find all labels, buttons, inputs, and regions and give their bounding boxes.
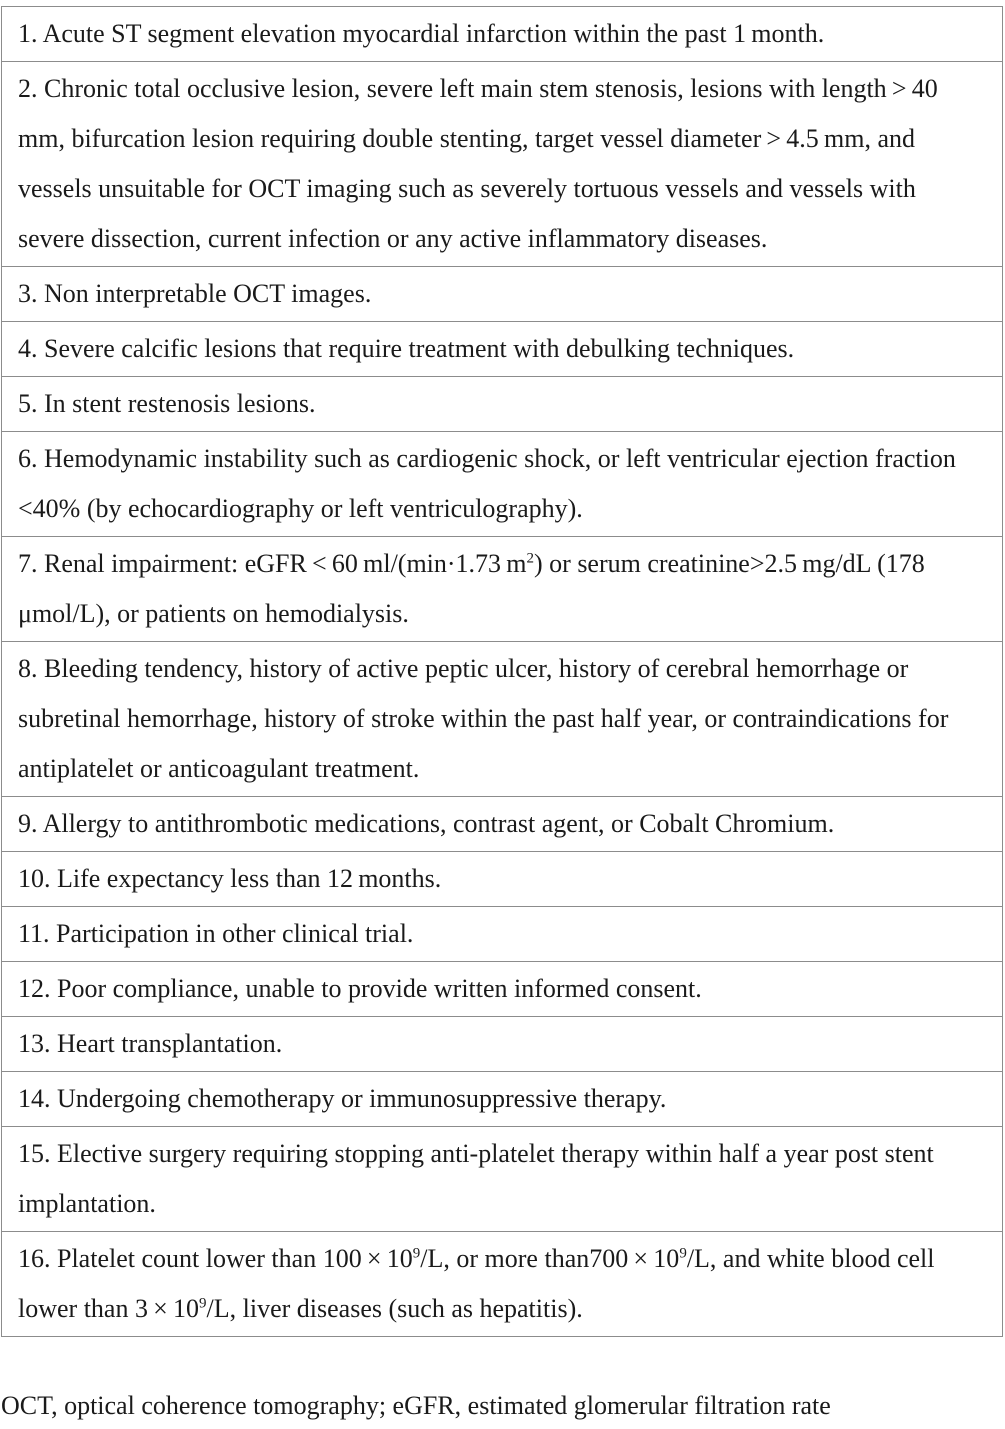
criteria-text: 14. Undergoing chemotherapy or immunosuppressive therapy.	[18, 1084, 667, 1113]
criteria-cell	[2, 1232, 1003, 1337]
criteria-cell	[2, 377, 1003, 432]
criteria-row-10	[2, 852, 1003, 907]
criteria-cell	[2, 62, 1003, 267]
criteria-text: 13. Heart transplantation.	[18, 1029, 283, 1058]
criteria-row-15	[2, 1127, 1003, 1232]
criteria-row-7	[2, 537, 1003, 642]
criteria-text: /L, and white blood cell lower than 3 × 10	[18, 1244, 935, 1323]
criteria-cell	[2, 797, 1003, 852]
criteria-text: 8. Bleeding tendency, history of active peptic ulcer, history of cerebral hemorrhage or subretinal hemorrhage, history of stroke within the past half year, or contraindications for antiplatelet or anticoagulant treatment.	[18, 654, 949, 783]
criteria-row-13	[2, 1017, 1003, 1072]
criteria-cell	[2, 7, 1003, 62]
criteria-cell	[2, 642, 1003, 797]
criteria-row-11	[2, 907, 1003, 962]
exclusion-criteria-table	[1, 6, 1003, 1337]
criteria-row-6	[2, 432, 1003, 537]
criteria-text: 3. Non interpretable OCT images.	[18, 279, 372, 308]
criteria-text: 4. Severe calcific lesions that require treatment with debulking techniques.	[18, 334, 795, 363]
criteria-cell	[2, 1017, 1003, 1072]
criteria-text: /L, or more than700 × 10	[420, 1244, 680, 1273]
criteria-text: 2. Chronic total occlusive lesion, severe left main stem stenosis, lesions with length > 40 mm, bifurcation lesion requiring double stenting, target vessel diameter > 4.5 mm, and vessels unsuitable for OCT imaging such as severely tortuous vessels and vessels with severe dissection, current infection or any active inflammatory diseases.	[18, 74, 943, 253]
criteria-text: 6. Hemodynamic instability such as cardiogenic shock, or left ventricular ejection fraction <40% (by echocardiography or left ventriculography).	[18, 444, 956, 523]
superscript: 9	[412, 1245, 421, 1262]
criteria-text: 7. Renal impairment: eGFR < 60 ml/(min·1.73 m	[18, 549, 527, 578]
criteria-cell	[2, 1127, 1003, 1232]
criteria-text: /L, liver diseases (such as hepatitis).	[206, 1294, 583, 1323]
criteria-row-5	[2, 377, 1003, 432]
superscript: 9	[679, 1245, 687, 1262]
criteria-row-14	[2, 1072, 1003, 1127]
criteria-row-8	[2, 642, 1003, 797]
criteria-cell	[2, 907, 1003, 962]
criteria-cell	[2, 962, 1003, 1017]
criteria-cell	[2, 322, 1003, 377]
criteria-text: 10. Life expectancy less than 12 months.	[18, 864, 442, 893]
criteria-text: 1. Acute ST segment elevation myocardial infarction within the past 1 month.	[18, 19, 825, 48]
criteria-cell	[2, 537, 1003, 642]
criteria-row-9	[2, 797, 1003, 852]
criteria-row-16	[2, 1232, 1003, 1337]
criteria-text: 11. Participation in other clinical trial.	[18, 919, 414, 948]
table-footnote: OCT, optical coherence tomography; eGFR, estimated glomerular filtration rate	[1, 1391, 831, 1420]
criteria-text: 9. Allergy to antithrombotic medications, contrast agent, or Cobalt Chromium.	[18, 809, 835, 838]
criteria-text: 5. In stent restenosis lesions.	[18, 389, 316, 418]
criteria-text: 15. Elective surgery requiring stopping anti-platelet therapy within half a year post stent implantation.	[18, 1139, 934, 1218]
criteria-text: ) or serum creatinine>2.5 mg/dL (178 μmol/L), or patients on hemodialysis.	[18, 549, 930, 628]
criteria-cell	[2, 852, 1003, 907]
criteria-row-4	[2, 322, 1003, 377]
superscript: 2	[526, 550, 534, 567]
criteria-row-12	[2, 962, 1003, 1017]
criteria-cell	[2, 1072, 1003, 1127]
criteria-row-1	[2, 7, 1003, 62]
superscript: 9	[199, 1295, 207, 1312]
criteria-text: 16. Platelet count lower than 100 × 10	[18, 1244, 413, 1273]
criteria-row-2	[2, 62, 1003, 267]
criteria-cell	[2, 432, 1003, 537]
criteria-text: 12. Poor compliance, unable to provide written informed consent.	[18, 974, 702, 1003]
criteria-row-3	[2, 267, 1003, 322]
criteria-cell	[2, 267, 1003, 322]
